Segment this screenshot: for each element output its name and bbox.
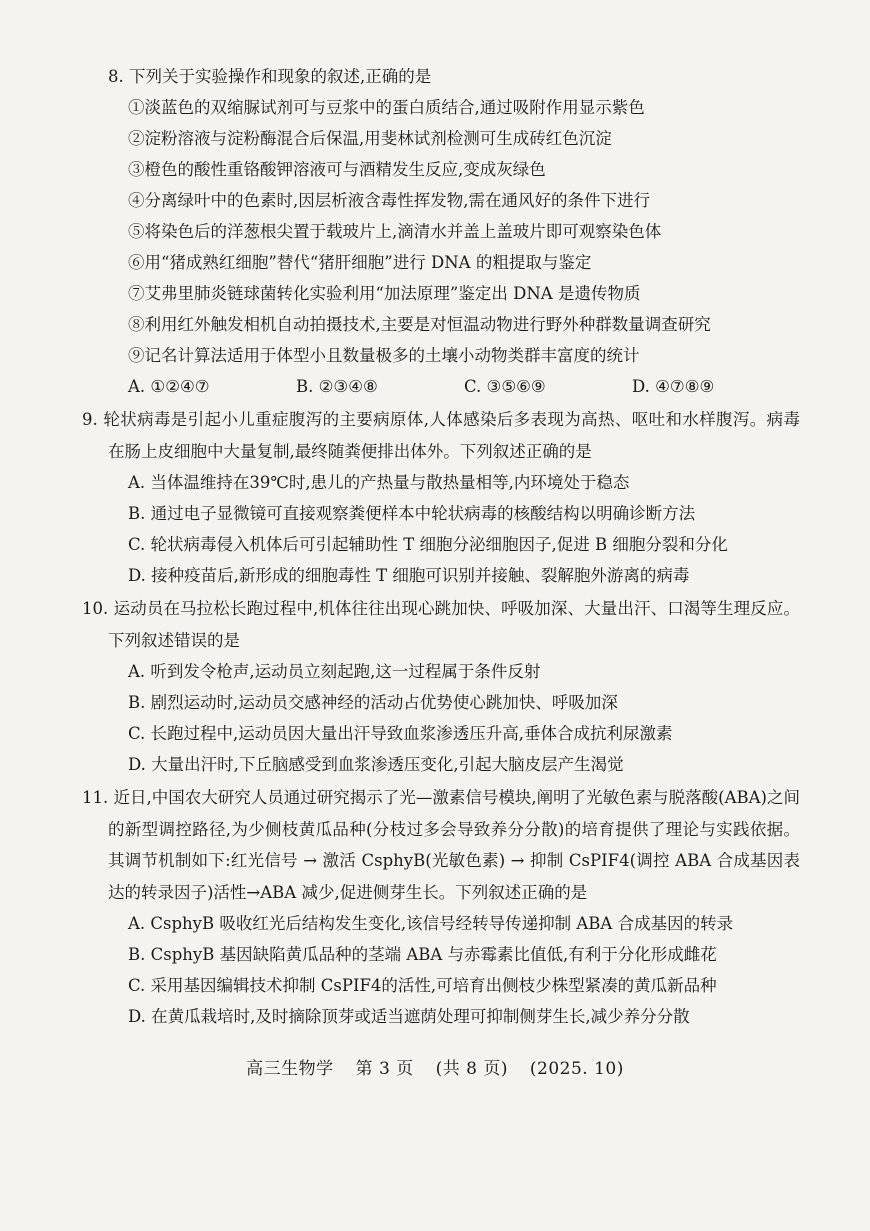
question-11: [82, 782, 800, 1032]
question-9-stem: 9. 轮状病毒是引起小儿重症腹泻的主要病原体,人体感染后多表现为高热、呕吐和水样腹泻。病毒在肠上皮细胞中大量复制,最终随粪便排出体外。下列叙述正确的是: [82, 410, 800, 461]
statement-6: ⑥用“猪成熟红细胞”替代“猪肝细胞”进行 DNA 的粗提取与鉴定: [128, 253, 592, 272]
footer-subject: 高三生物学: [246, 1059, 334, 1079]
option-a: A. ①②④⑦: [128, 377, 210, 396]
statement-4: ④分离绿叶中的色素时,因层析液含毒性挥发物,需在通风好的条件下进行: [128, 191, 650, 210]
option-a: A. CsphyB 吸收红光后结构发生变化,该信号经转导传递抑制 ABA 合成基因的转录: [128, 914, 734, 933]
question-8-options: [128, 371, 800, 402]
option-d: D. ④⑦⑧⑨: [632, 377, 715, 396]
question-9: [82, 404, 800, 591]
statement-1: ①淡蓝色的双缩脲试剂可与豆浆中的蛋白质结合,通过吸附作用显示紫色: [128, 98, 645, 117]
footer-date: (2025. 10): [529, 1059, 624, 1079]
statement-8: ⑧利用红外触发相机自动拍摄技术,主要是对恒温动物进行野外种群数量调查研究: [128, 315, 711, 334]
option-c: C. 轮状病毒侵入机体后可引起辅助性 T 细胞分泌细胞因子,促进 B 细胞分裂和分化: [128, 535, 728, 554]
statement-2: ②淀粉溶液与淀粉酶混合后保温,用斐林试剂检测可生成砖红色沉淀: [128, 129, 612, 148]
statement-5: ⑤将染色后的洋葱根尖置于载玻片上,滴清水并盖上盖玻片即可观察染色体: [128, 222, 662, 241]
option-a: A. 听到发令枪声,运动员立刻起跑,这一过程属于条件反射: [128, 662, 541, 681]
question-11-stem: 11. 近日,中国农大研究人员通过研究揭示了光—激素信号模块,阐明了光敏色素与脱落酸(ABA)之间的新型调控路径,为少侧枝黄瓜品种(分枝过多会导致养分分散)的培育提供了理论与实践依据。其调节机制如下:红光信号 → 激活 CsphyB(光敏色素) → 抑制 CsPIF4(调控 ABA 合成基因表达的转录因子)活性→ABA 减少,促进侧芽生长。下列叙述正确的是: [82, 788, 800, 902]
question-8-stem: 8. 下列关于实验操作和现象的叙述,正确的是: [108, 67, 432, 86]
statement-9: ⑨记名计算法适用于体型小且数量极多的土壤小动物类群丰富度的统计: [128, 346, 640, 365]
option-b: B. ②③④⑧: [296, 377, 378, 396]
option-d: D. 在黄瓜栽培时,及时摘除顶芽或适当遮荫处理可抑制侧芽生长,减少养分分散: [128, 1007, 690, 1026]
option-d: D. 接种疫苗后,新形成的细胞毒性 T 细胞可识别并接触、裂解胞外游离的病毒: [128, 566, 690, 585]
option-d: D. 大量出汗时,下丘脑感受到血浆渗透压变化,引起大脑皮层产生渴觉: [128, 755, 624, 774]
statement-3: ③橙色的酸性重铬酸钾溶液可与酒精发生反应,变成灰绿色: [128, 160, 546, 179]
footer-page-number: 第 3 页: [355, 1059, 414, 1079]
footer-page-total: (共 8 页): [435, 1059, 508, 1079]
option-b: B. 通过电子显微镜可直接观察粪便样本中轮状病毒的核酸结构以明确诊断方法: [128, 504, 696, 523]
option-c: C. 长跑过程中,运动员因大量出汗导致血浆渗透压升高,垂体合成抗利尿激素: [128, 724, 673, 743]
option-a: A. 当体温维持在39℃时,患儿的产热量与散热量相等,内环境处于稳态: [128, 473, 630, 492]
question-10: [82, 593, 800, 780]
option-b: B. CsphyB 基因缺陷黄瓜品种的茎端 ABA 与赤霉素比值低,有利于分化形成雌花: [128, 945, 717, 964]
page-footer: [0, 1054, 870, 1079]
question-8: [108, 62, 800, 402]
option-b: B. 剧烈运动时,运动员交感神经的活动占优势使心跳加快、呼吸加深: [128, 693, 618, 712]
option-c: C. ③⑤⑥⑨: [464, 377, 546, 396]
statement-7: ⑦艾弗里肺炎链球菌转化实验利用“加法原理”鉴定出 DNA 是遗传物质: [128, 284, 641, 303]
option-c: C. 采用基因编辑技术抑制 CsPIF4的活性,可培育出侧枝少株型紧凑的黄瓜新品种: [128, 976, 717, 995]
question-10-stem: 10. 运动员在马拉松长跑过程中,机体往往出现心跳加快、呼吸加深、大量出汗、口渴等生理反应。下列叙述错误的是: [82, 599, 800, 650]
